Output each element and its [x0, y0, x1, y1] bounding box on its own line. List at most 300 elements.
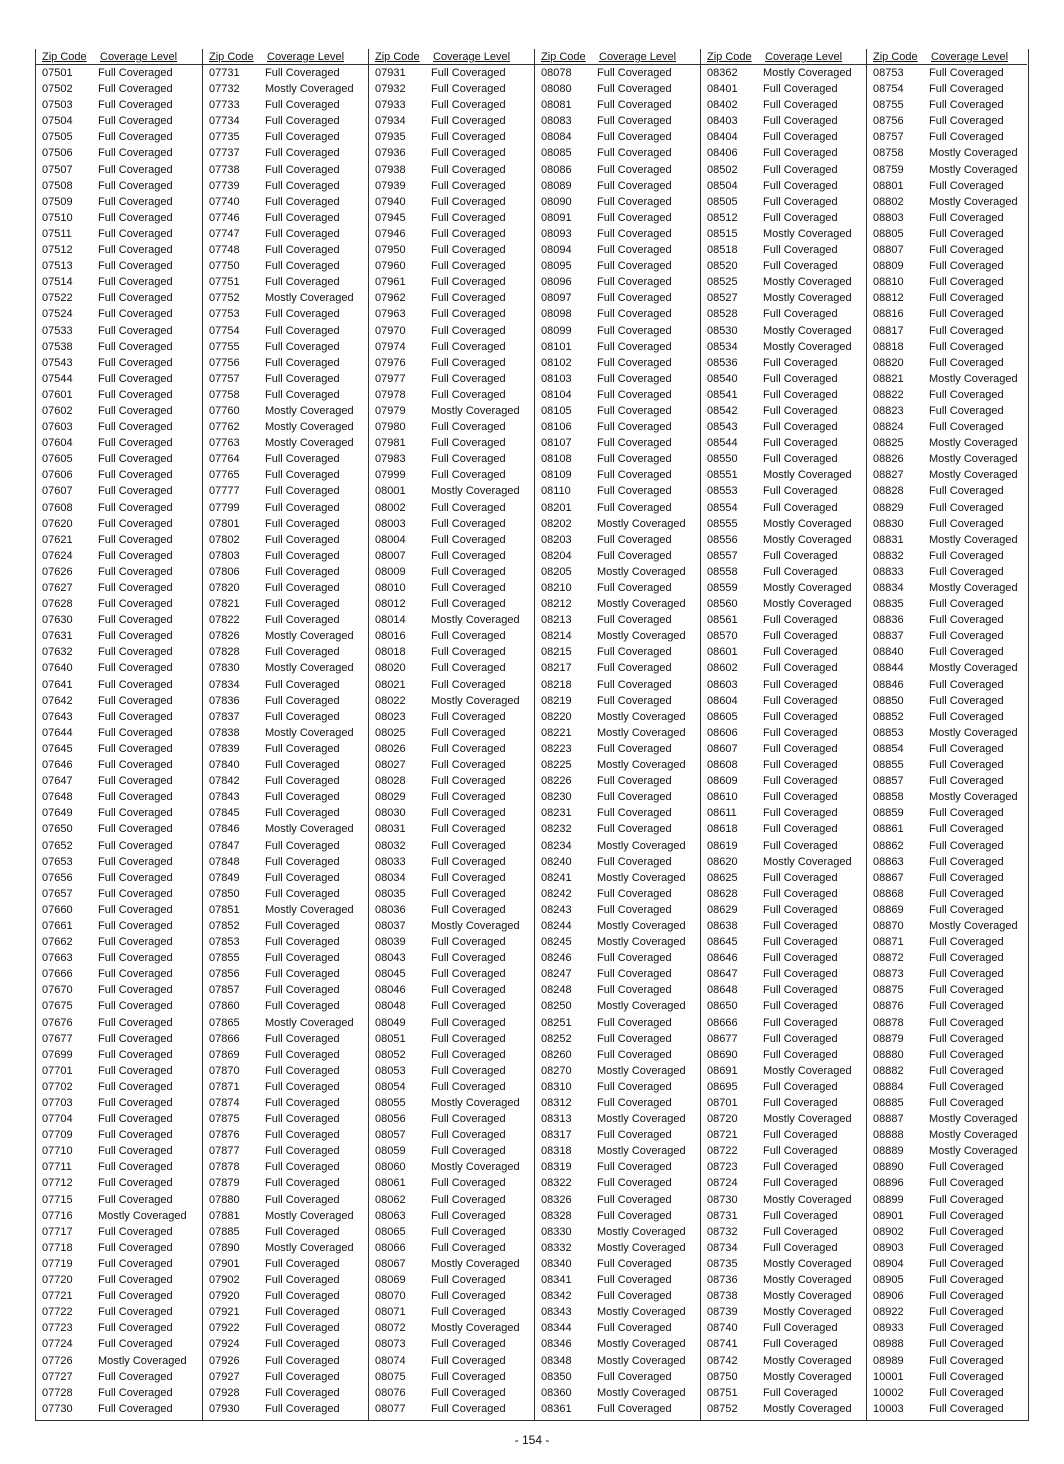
coverage-level-cell: Full Coveraged [929, 984, 1004, 997]
table-row [535, 178, 700, 194]
table-row [867, 902, 1027, 918]
coverage-level-cell: Full Coveraged [98, 1064, 173, 1077]
coverage-level-cell: Full Coveraged [98, 485, 173, 498]
coverage-level-cell: Full Coveraged [98, 887, 173, 900]
zip-code-cell: 07880 [209, 1193, 240, 1206]
coverage-level-cell: Mostly Coveraged [431, 614, 520, 627]
zip-code-cell: 08317 [541, 1129, 572, 1142]
table-row [36, 725, 202, 741]
zip-code-cell: 07699 [42, 1048, 73, 1061]
coverage-level-cell: Full Coveraged [763, 179, 838, 192]
zip-code-cell: 08540 [707, 372, 738, 385]
table-row [369, 258, 534, 274]
coverage-level-cell: Full Coveraged [265, 211, 340, 224]
zip-code-cell: 08896 [873, 1177, 904, 1190]
coverage-level-cell: Full Coveraged [929, 131, 1004, 144]
zip-code-cell: 08322 [541, 1177, 572, 1190]
table-row [203, 982, 368, 998]
zip-code-cell: 07865 [209, 1016, 240, 1029]
table-row [701, 290, 866, 306]
table-row [203, 65, 368, 81]
table-row [535, 306, 700, 322]
table-row [867, 97, 1027, 113]
coverage-level-cell: Full Coveraged [431, 646, 506, 659]
zip-code-cell: 08093 [541, 227, 572, 240]
table-row [369, 1208, 534, 1224]
zip-code-cell: 08625 [707, 871, 738, 884]
coverage-level-cell: Full Coveraged [763, 984, 838, 997]
table-row [369, 709, 534, 725]
coverage-level-cell: Full Coveraged [431, 292, 506, 305]
table-row [535, 355, 700, 371]
table-row [535, 628, 700, 644]
table-row [701, 612, 866, 628]
coverage-level-cell: Mostly Coveraged [763, 324, 852, 337]
coverage-level-cell: Full Coveraged [98, 115, 173, 128]
table-row [701, 548, 866, 564]
table-row [867, 789, 1027, 805]
coverage-level-cell: Full Coveraged [265, 1032, 340, 1045]
zip-code-cell: 08735 [707, 1257, 738, 1270]
table-row [535, 596, 700, 612]
coverage-level-cell: Full Coveraged [929, 421, 1004, 434]
table-row [36, 1240, 202, 1256]
zip-code-cell: 08022 [375, 694, 406, 707]
zip-code-cell: 08829 [873, 501, 904, 514]
zip-code-cell: 07508 [42, 179, 73, 192]
table-row [701, 226, 866, 242]
coverage-level-cell: Full Coveraged [763, 936, 838, 949]
coverage-level-cell: Full Coveraged [929, 871, 1004, 884]
table-row [701, 918, 866, 934]
coverage-level-cell: Full Coveraged [929, 260, 1004, 273]
coverage-level-cell: Full Coveraged [929, 244, 1004, 257]
table-row [701, 660, 866, 676]
coverage-level-cell: Full Coveraged [98, 1193, 173, 1206]
coverage-level-cell: Full Coveraged [98, 147, 173, 160]
table-row [36, 387, 202, 403]
zip-code-cell: 08080 [541, 83, 572, 96]
zip-code-cell: 07902 [209, 1274, 240, 1287]
coverage-level-cell: Full Coveraged [929, 742, 1004, 755]
table-row [701, 821, 866, 837]
zip-code-cell: 07650 [42, 823, 73, 836]
zip-code-cell: 07980 [375, 421, 406, 434]
zip-code-cell: 08033 [375, 855, 406, 868]
coverage-level-cell: Full Coveraged [763, 308, 838, 321]
zip-code-cell: 08108 [541, 453, 572, 466]
table-row [701, 1192, 866, 1208]
coverage-level-cell: Full Coveraged [265, 1193, 340, 1206]
coverage-level-cell: Mostly Coveraged [763, 598, 852, 611]
zip-code-cell: 07857 [209, 984, 240, 997]
zip-code-cell: 08561 [707, 614, 738, 627]
table-row [369, 65, 534, 81]
coverage-level-cell: Full Coveraged [265, 1338, 340, 1351]
coverage-level-cell: Full Coveraged [431, 1080, 506, 1093]
zip-code-cell: 07871 [209, 1080, 240, 1093]
zip-code-cell: 08629 [707, 903, 738, 916]
coverage-level-cell: Full Coveraged [431, 710, 506, 723]
zip-code-cell: 08857 [873, 775, 904, 788]
coverage-level-cell: Full Coveraged [597, 147, 672, 160]
zip-code-cell: 08628 [707, 887, 738, 900]
zip-code-cell: 08220 [541, 710, 572, 723]
table-row [867, 532, 1027, 548]
coverage-level-cell: Full Coveraged [431, 775, 506, 788]
coverage-level-cell: Full Coveraged [98, 646, 173, 659]
coverage-level-cell: Full Coveraged [597, 131, 672, 144]
zip-code-cell: 08518 [707, 244, 738, 257]
coverage-level-cell: Full Coveraged [98, 99, 173, 112]
coverage-level-cell: Full Coveraged [763, 759, 838, 772]
table-row [535, 97, 700, 113]
header-coverage-level: Coverage Level [931, 51, 1009, 63]
table-row [701, 1353, 866, 1369]
coverage-level-cell: Full Coveraged [265, 742, 340, 755]
table-row [369, 757, 534, 773]
table-row [203, 258, 368, 274]
table-row [701, 789, 866, 805]
zip-code-cell: 07846 [209, 823, 240, 836]
zip-code-cell: 07720 [42, 1274, 73, 1287]
coverage-level-cell: Full Coveraged [265, 372, 340, 385]
zip-code-cell: 07820 [209, 582, 240, 594]
table-row [535, 660, 700, 676]
coverage-level-cell: Full Coveraged [265, 308, 340, 321]
zip-code-cell: 08759 [873, 163, 904, 176]
table-row [36, 1224, 202, 1240]
zip-code-cell: 07522 [42, 292, 73, 305]
table-row [203, 387, 368, 403]
zip-code-cell: 08904 [873, 1257, 904, 1270]
table-row [867, 1272, 1027, 1288]
table-row [535, 274, 700, 290]
zip-code-cell: 08204 [541, 549, 572, 562]
table-row [535, 1385, 700, 1401]
table-row [36, 838, 202, 854]
header-zip-code: Zip Code [42, 51, 87, 63]
coverage-level-cell: Full Coveraged [98, 678, 173, 691]
zip-code-cell: 08104 [541, 388, 572, 401]
coverage-level-cell: Full Coveraged [597, 952, 672, 965]
table-row [701, 644, 866, 660]
coverage-level-cell: Full Coveraged [98, 1322, 173, 1335]
zip-code-cell: 08906 [873, 1290, 904, 1303]
table-row [369, 113, 534, 129]
table-row [535, 1159, 700, 1175]
coverage-level-cell: Full Coveraged [763, 614, 838, 627]
table-row [535, 1079, 700, 1095]
coverage-level-cell: Mostly Coveraged [763, 582, 852, 594]
table-row [369, 1192, 534, 1208]
zip-code-cell: 07652 [42, 839, 73, 852]
coverage-level-cell: Full Coveraged [929, 1274, 1004, 1287]
coverage-level-cell: Full Coveraged [98, 469, 173, 482]
coverage-level-cell: Full Coveraged [98, 1145, 173, 1158]
zip-code-cell: 08738 [707, 1290, 738, 1303]
coverage-level-cell: Mostly Coveraged [763, 1290, 852, 1303]
coverage-level-cell: Mostly Coveraged [929, 147, 1018, 160]
zip-code-cell: 08902 [873, 1225, 904, 1238]
coverage-level-cell: Full Coveraged [265, 1306, 340, 1319]
table-row [203, 612, 368, 628]
coverage-level-cell: Mostly Coveraged [265, 903, 354, 916]
coverage-level-cell: Mostly Coveraged [763, 517, 852, 530]
coverage-level-cell: Full Coveraged [431, 469, 506, 482]
coverage-level-cell: Full Coveraged [597, 469, 672, 482]
table-row [36, 982, 202, 998]
table-row [701, 1143, 866, 1159]
table-row [867, 162, 1027, 178]
coverage-level-cell: Full Coveraged [763, 710, 838, 723]
table-column [36, 49, 202, 1420]
zip-code-cell: 08868 [873, 887, 904, 900]
coverage-level-cell: Full Coveraged [929, 936, 1004, 949]
zip-code-cell: 07732 [209, 83, 240, 96]
zip-code-cell: 08404 [707, 131, 738, 144]
coverage-level-cell: Full Coveraged [431, 421, 506, 434]
coverage-level-cell: Mostly Coveraged [265, 726, 354, 739]
zip-code-cell: 08555 [707, 517, 738, 530]
zip-code-cell: 08248 [541, 984, 572, 997]
table-row [36, 178, 202, 194]
table-row [369, 419, 534, 435]
zip-code-cell: 07735 [209, 131, 240, 144]
zip-code-cell: 07751 [209, 276, 240, 289]
zip-code-cell: 08536 [707, 356, 738, 369]
coverage-level-cell: Full Coveraged [597, 308, 672, 321]
zip-code-cell: 07503 [42, 99, 73, 112]
zip-code-cell: 08072 [375, 1322, 406, 1335]
zip-code-cell: 07762 [209, 421, 240, 434]
coverage-level-cell: Full Coveraged [597, 404, 672, 417]
table-row [535, 612, 700, 628]
table-row [203, 516, 368, 532]
table-row [203, 918, 368, 934]
zip-code-cell: 07845 [209, 807, 240, 820]
table-row [701, 709, 866, 725]
coverage-level-cell: Full Coveraged [763, 726, 838, 739]
zip-code-cell: 08805 [873, 227, 904, 240]
table-row [369, 693, 534, 709]
table-row [36, 1047, 202, 1063]
coverage-level-cell: Full Coveraged [98, 388, 173, 401]
coverage-level-cell: Full Coveraged [98, 1370, 173, 1383]
zip-code-cell: 08217 [541, 662, 572, 675]
zip-code-cell: 07885 [209, 1225, 240, 1238]
coverage-level-cell: Full Coveraged [265, 1000, 340, 1013]
zip-code-cell: 08603 [707, 678, 738, 691]
zip-code-cell: 08076 [375, 1386, 406, 1399]
coverage-level-cell: Full Coveraged [265, 646, 340, 659]
coverage-level-cell: Full Coveraged [929, 823, 1004, 836]
coverage-level-cell: Full Coveraged [265, 984, 340, 997]
coverage-level-cell: Full Coveraged [763, 952, 838, 965]
zip-code-cell: 08103 [541, 372, 572, 385]
zip-code-cell: 08753 [873, 67, 904, 79]
coverage-level-cell: Full Coveraged [98, 244, 173, 257]
table-row [369, 1143, 534, 1159]
table-row [203, 1175, 368, 1191]
zip-code-cell: 07876 [209, 1129, 240, 1142]
zip-code-cell: 07890 [209, 1241, 240, 1254]
coverage-level-cell: Full Coveraged [265, 485, 340, 498]
zip-code-cell: 08553 [707, 485, 738, 498]
table-row [36, 274, 202, 290]
table-row [369, 902, 534, 918]
coverage-level-cell: Full Coveraged [431, 453, 506, 466]
coverage-level-cell: Full Coveraged [763, 742, 838, 755]
coverage-level-cell: Full Coveraged [597, 324, 672, 337]
coverage-level-cell: Full Coveraged [265, 1225, 340, 1238]
zip-code-cell: 08820 [873, 356, 904, 369]
table-row [203, 660, 368, 676]
coverage-level-cell: Full Coveraged [597, 195, 672, 208]
coverage-level-cell: Full Coveraged [431, 372, 506, 385]
zip-code-cell: 08328 [541, 1209, 572, 1222]
coverage-level-cell: Full Coveraged [929, 1177, 1004, 1190]
coverage-level-cell: Full Coveraged [431, 598, 506, 611]
zip-code-cell: 08758 [873, 147, 904, 160]
table-row [535, 805, 700, 821]
table-row [867, 644, 1027, 660]
table-row [36, 644, 202, 660]
table-row [203, 789, 368, 805]
zip-code-cell: 08218 [541, 678, 572, 691]
coverage-level-cell: Full Coveraged [431, 1145, 506, 1158]
table-row [369, 628, 534, 644]
coverage-level-cell: Full Coveraged [929, 1048, 1004, 1061]
zip-code-cell: 08312 [541, 1097, 572, 1109]
zip-code-cell: 08721 [707, 1129, 738, 1142]
coverage-level-cell: Full Coveraged [98, 549, 173, 562]
table-row [535, 451, 700, 467]
table-row [369, 178, 534, 194]
table-row [701, 677, 866, 693]
coverage-level-cell: Full Coveraged [265, 1386, 340, 1399]
zip-code-cell: 07704 [42, 1113, 73, 1126]
coverage-level-cell: Mostly Coveraged [431, 694, 520, 707]
zip-code-cell: 07726 [42, 1354, 73, 1367]
zip-code-cell: 08346 [541, 1338, 572, 1351]
table-row [867, 65, 1027, 81]
zip-code-cell: 08075 [375, 1370, 406, 1383]
zip-code-cell: 07538 [42, 340, 73, 353]
table-row [369, 1079, 534, 1095]
coverage-level-cell: Full Coveraged [265, 1354, 340, 1367]
coverage-level-cell: Full Coveraged [98, 1113, 173, 1126]
table-row [369, 483, 534, 499]
coverage-level-cell: Full Coveraged [763, 1338, 838, 1351]
table-row [867, 1336, 1027, 1352]
zip-code-cell: 07620 [42, 517, 73, 530]
zip-code-cell: 08609 [707, 775, 738, 788]
table-row [535, 500, 700, 516]
coverage-level-cell: Full Coveraged [597, 1048, 672, 1061]
coverage-level-cell: Full Coveraged [597, 968, 672, 981]
coverage-level-cell: Full Coveraged [929, 694, 1004, 707]
coverage-level-cell: Full Coveraged [929, 404, 1004, 417]
coverage-level-cell: Full Coveraged [597, 775, 672, 788]
table-row [203, 403, 368, 419]
coverage-level-cell: Full Coveraged [431, 1290, 506, 1303]
coverage-level-cell: Full Coveraged [265, 533, 340, 546]
coverage-level-cell: Full Coveraged [431, 324, 506, 337]
zip-code-cell: 07834 [209, 678, 240, 691]
coverage-level-cell: Full Coveraged [98, 1241, 173, 1254]
coverage-level-cell: Full Coveraged [431, 1274, 506, 1287]
coverage-level-cell: Mostly Coveraged [597, 1000, 686, 1013]
table-row [535, 1320, 700, 1336]
zip-code-cell: 07653 [42, 855, 73, 868]
zip-code-cell: 08858 [873, 791, 904, 804]
table-row [867, 1304, 1027, 1320]
table-row [701, 1127, 866, 1143]
coverage-level-cell: Full Coveraged [98, 662, 173, 675]
coverage-level-cell: Full Coveraged [431, 662, 506, 675]
zip-code-cell: 07512 [42, 244, 73, 257]
coverage-level-cell: Full Coveraged [763, 147, 838, 160]
table-row [36, 693, 202, 709]
coverage-level-cell: Full Coveraged [431, 131, 506, 144]
coverage-level-cell: Full Coveraged [929, 614, 1004, 627]
coverage-level-cell: Full Coveraged [265, 260, 340, 273]
coverage-level-cell: Full Coveraged [431, 340, 506, 353]
zip-code-cell: 07945 [375, 211, 406, 224]
coverage-level-cell: Full Coveraged [929, 1306, 1004, 1319]
table-row [701, 998, 866, 1014]
table-row [36, 1192, 202, 1208]
zip-code-cell: 07853 [209, 936, 240, 949]
coverage-level-cell: Full Coveraged [265, 1097, 340, 1109]
zip-code-cell: 08880 [873, 1048, 904, 1061]
coverage-level-cell: Full Coveraged [431, 1386, 506, 1399]
zip-code-cell: 08741 [707, 1338, 738, 1351]
zip-code-cell: 08608 [707, 759, 738, 772]
zip-code-cell: 07837 [209, 710, 240, 723]
zip-code-cell: 08330 [541, 1225, 572, 1238]
coverage-level-cell: Full Coveraged [763, 565, 838, 578]
zip-code-cell: 08362 [707, 67, 738, 79]
coverage-level-cell: Full Coveraged [98, 742, 173, 755]
table-row [535, 258, 700, 274]
table-row [203, 178, 368, 194]
zip-code-cell: 08889 [873, 1145, 904, 1158]
coverage-level-cell: Full Coveraged [98, 372, 173, 385]
zip-code-cell: 07670 [42, 984, 73, 997]
coverage-level-cell: Mostly Coveraged [597, 1338, 686, 1351]
zip-code-cell: 07802 [209, 533, 240, 546]
coverage-level-cell: Full Coveraged [763, 968, 838, 981]
coverage-level-cell: Full Coveraged [763, 549, 838, 562]
coverage-level-cell: Full Coveraged [929, 1370, 1004, 1383]
zip-code-cell: 07843 [209, 791, 240, 804]
zip-code-cell: 08730 [707, 1193, 738, 1206]
coverage-level-cell: Full Coveraged [763, 694, 838, 707]
table-row [701, 966, 866, 982]
coverage-level-cell: Full Coveraged [929, 1225, 1004, 1238]
table-row [867, 1079, 1027, 1095]
table-row [701, 81, 866, 97]
coverage-level-cell: Mostly Coveraged [929, 437, 1018, 450]
table-row [535, 1031, 700, 1047]
table-row [535, 483, 700, 499]
table-row [369, 773, 534, 789]
zip-code-cell: 08039 [375, 936, 406, 949]
zip-code-cell: 08059 [375, 1145, 406, 1158]
coverage-level-cell: Mostly Coveraged [265, 630, 354, 643]
